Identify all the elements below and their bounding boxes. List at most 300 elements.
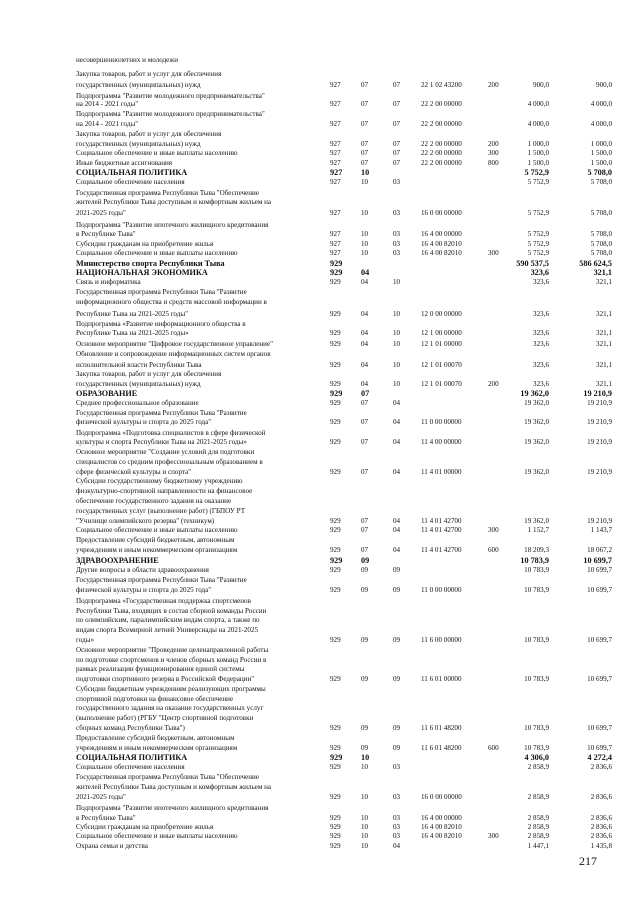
row-name: СОЦИАЛЬНАЯ ПОЛИТИКА	[76, 168, 188, 177]
row-amount-plan: 10 783,9	[524, 724, 549, 732]
row-section-code: 07	[361, 100, 369, 108]
row-name: физкультурно-спортивной направленности на финансовое	[76, 487, 253, 495]
row-grbs-code: 929	[330, 675, 341, 683]
row-amount-plan: 10 783,9	[520, 556, 549, 565]
row-amount-plan: 19 362,0	[524, 399, 549, 407]
row-amount-actual: 1 000,0	[590, 140, 612, 148]
row-amount-plan: 1 000,0	[527, 140, 549, 148]
row-section-code: 07	[361, 438, 369, 446]
row-grbs-code: 929	[330, 556, 343, 565]
row-name: Государственная программа Республики Тыва "Развитие	[76, 409, 247, 417]
row-name: государственных (муниципальных) нужд	[76, 380, 201, 388]
row-amount-actual: 2 836,6	[590, 814, 612, 822]
row-subsection-code: 09	[393, 636, 401, 644]
row-grbs-code: 929	[330, 763, 341, 771]
row-grbs-code: 929	[330, 823, 341, 831]
row-amount-plan: 2 858,9	[527, 832, 549, 840]
row-amount-actual: 19 210,9	[587, 438, 612, 446]
row-name: Социальное обеспечение и иные выплаты населению	[76, 149, 238, 157]
row-expense-type-code: 200	[488, 140, 499, 148]
row-name: ЗДРАВООХРАНЕНИЕ	[76, 556, 159, 565]
table-row	[0, 804, 640, 813]
row-name: Социальное обеспечение и иные выплаты населению	[76, 249, 238, 257]
row-section-code: 10	[361, 814, 369, 822]
row-grbs-code: 929	[330, 438, 341, 446]
row-amount-plan: 323,6	[533, 380, 549, 388]
table-row	[0, 429, 640, 438]
row-amount-actual: 19 210,9	[583, 389, 612, 398]
table-row	[0, 438, 640, 447]
row-name: видам спорта Всемирной летней Универсиады на 2021-2025	[76, 626, 259, 634]
row-name: Охрана семьи и детства	[76, 842, 148, 850]
row-target-article-code: 12 0 00 00000	[421, 310, 462, 318]
row-amount-plan: 19 362,0	[524, 418, 549, 426]
row-amount-actual: 4 272,4	[587, 753, 612, 762]
row-amount-actual: 2 836,6	[590, 763, 612, 771]
table-row	[0, 487, 640, 496]
row-name: физической культуры и спорта до 2025 года"	[76, 418, 212, 426]
row-name: Другие вопросы в области здравоохранения	[76, 566, 209, 574]
row-amount-plan: 323,6	[533, 278, 549, 286]
row-grbs-code: 927	[330, 120, 341, 128]
row-section-code: 07	[361, 81, 369, 89]
row-subsection-code: 09	[393, 744, 401, 752]
row-amount-actual: 321,1	[596, 340, 612, 348]
row-section-code: 07	[361, 120, 369, 128]
row-grbs-code: 927	[330, 178, 341, 186]
row-expense-type-code: 300	[488, 526, 499, 534]
row-name: физической культуры и спорта до 2025 года"	[76, 586, 212, 594]
row-name: Субсидии гражданам на приобретение жилья	[76, 823, 214, 831]
table-row	[0, 616, 640, 625]
table-row	[0, 626, 640, 635]
row-section-code: 10	[361, 168, 370, 177]
row-name: на 2014 - 2021 годы"	[76, 120, 139, 128]
row-amount-actual: 321,1	[596, 310, 612, 318]
table-row	[0, 198, 640, 207]
row-target-article-code: 11 6 01 48200	[421, 724, 462, 732]
table-row	[0, 278, 640, 287]
row-subsection-code: 10	[393, 380, 401, 388]
table-row	[0, 418, 640, 427]
row-name: Подпрограмма "Развитие ипотечного жилищного кредитования	[76, 221, 269, 229]
row-name: Закупка товаров, работ и услуг для обеспечения	[76, 370, 222, 378]
row-subsection-code: 09	[393, 566, 401, 574]
row-grbs-code: 929	[330, 399, 341, 407]
table-row	[0, 100, 640, 109]
row-amount-plan: 18 209,3	[524, 546, 549, 554]
row-amount-actual: 321,1	[596, 361, 612, 369]
row-target-article-code: 12 1 00 00000	[421, 329, 462, 337]
row-name: спортивной подготовки на финансовое обеспечение	[76, 695, 234, 703]
row-amount-actual: 10 699,7	[587, 724, 612, 732]
table-row	[0, 724, 640, 733]
row-name: по подготовке спортсменов и членов сборных команд России в	[76, 656, 267, 664]
row-name: Связь и информатика	[76, 278, 141, 286]
table-row	[0, 783, 640, 792]
row-section-code: 10	[361, 178, 369, 186]
row-grbs-code: 929	[330, 744, 341, 752]
row-amount-plan: 10 783,9	[524, 675, 549, 683]
row-grbs-code: 929	[330, 724, 341, 732]
table-row	[0, 120, 640, 129]
row-subsection-code: 07	[393, 149, 401, 157]
row-grbs-code: 929	[330, 329, 341, 337]
row-target-article-code: 16 4 00 00000	[421, 230, 462, 238]
row-name: специалистов со средним профессиональным образованием в	[76, 458, 263, 466]
table-row	[0, 656, 640, 665]
table-row	[0, 361, 640, 370]
row-amount-actual: 5 708,0	[590, 240, 612, 248]
table-row	[0, 714, 640, 723]
row-amount-plan: 19 362,0	[524, 517, 549, 525]
row-grbs-code: 929	[330, 832, 341, 840]
row-section-code: 07	[361, 526, 369, 534]
row-target-article-code: 11 4 00 00000	[421, 438, 462, 446]
row-amount-actual: 2 836,6	[590, 793, 612, 801]
table-row	[0, 350, 640, 359]
row-name: исполнительной власти Республики Тыва	[76, 361, 202, 369]
row-amount-plan: 4 000,0	[527, 120, 549, 128]
table-row	[0, 298, 640, 307]
row-section-code: 04	[361, 268, 370, 277]
row-grbs-code: 929	[330, 418, 341, 426]
row-target-article-code: 16 4 00 82010	[421, 823, 462, 831]
row-amount-actual: 10 699,7	[587, 675, 612, 683]
row-subsection-code: 04	[393, 468, 401, 476]
table-row	[0, 646, 640, 655]
row-name: сборных команд Республики Тыва")	[76, 724, 185, 732]
row-section-code: 09	[361, 744, 369, 752]
row-section-code: 04	[361, 310, 369, 318]
table-row	[0, 140, 640, 149]
row-name: "Училище олимпийского резерва" (техникум)	[76, 517, 215, 525]
row-target-article-code: 11 4 01 42700	[421, 517, 462, 525]
row-grbs-code: 927	[330, 81, 341, 89]
row-grbs-code: 927	[330, 209, 341, 217]
row-subsection-code: 07	[393, 120, 401, 128]
row-section-code: 04	[361, 380, 369, 388]
table-row	[0, 507, 640, 516]
table-row	[0, 763, 640, 772]
table-row	[0, 340, 640, 349]
row-amount-actual: 5 708,0	[590, 209, 612, 217]
row-name: Субсидии гражданам на приобретение жилья	[76, 240, 214, 248]
row-amount-plan: 5 752,9	[527, 230, 549, 238]
table-row	[0, 409, 640, 418]
row-amount-plan: 323,6	[533, 310, 549, 318]
row-amount-actual: 2 836,6	[590, 832, 612, 840]
table-row	[0, 168, 640, 177]
row-target-article-code: 22 2 00 00000	[421, 100, 462, 108]
row-target-article-code: 22 1 02 43200	[421, 81, 462, 89]
row-section-code: 07	[361, 399, 369, 407]
row-amount-actual: 586 624,5	[579, 259, 612, 268]
row-amount-actual: 10 699,7	[587, 636, 612, 644]
row-name: учреждениям и иным некоммерческим организациям	[76, 546, 238, 554]
row-expense-type-code: 300	[488, 149, 499, 157]
row-section-code: 10	[361, 832, 369, 840]
row-subsection-code: 03	[393, 793, 401, 801]
row-name: Республики Тыва, входящих в состав сборной команды России	[76, 607, 267, 615]
table-row	[0, 310, 640, 319]
row-subsection-code: 03	[393, 823, 401, 831]
row-amount-plan: 10 783,9	[524, 636, 549, 644]
row-section-code: 04	[361, 340, 369, 348]
row-name: несовершеннолетних и молодежи	[76, 56, 179, 64]
table-row	[0, 753, 640, 762]
row-amount-plan: 10 783,9	[524, 566, 549, 574]
row-grbs-code: 927	[330, 230, 341, 238]
row-name: сфере физической культуры и спорта"	[76, 468, 192, 476]
row-name: Республике Тыва на 2021-2025 годы»	[76, 329, 189, 337]
row-amount-plan: 2 858,9	[527, 814, 549, 822]
row-target-article-code: 22 2 00 00000	[421, 149, 462, 157]
row-amount-plan: 323,6	[533, 340, 549, 348]
row-amount-plan: 1 500,0	[527, 149, 549, 157]
row-name: Социальное обеспечение населения	[76, 178, 185, 186]
row-amount-actual: 19 210,9	[587, 418, 612, 426]
row-grbs-code: 927	[330, 168, 343, 177]
row-grbs-code: 929	[330, 517, 341, 525]
row-expense-type-code: 600	[488, 744, 499, 752]
table-row	[0, 380, 640, 389]
row-target-article-code: 22 2 00 00000	[421, 140, 462, 148]
table-row	[0, 149, 640, 158]
row-amount-plan: 10 783,9	[524, 744, 549, 752]
row-grbs-code: 929	[330, 389, 343, 398]
table-row	[0, 586, 640, 595]
row-subsection-code: 03	[393, 763, 401, 771]
table-row	[0, 110, 640, 119]
row-subsection-code: 04	[393, 399, 401, 407]
row-name: Государственная программа Республики Тыва "Обеспечение	[76, 189, 260, 197]
row-amount-plan: 323,6	[533, 361, 549, 369]
table-row	[0, 665, 640, 674]
table-row	[0, 685, 640, 694]
row-target-article-code: 22 2 00 00000	[421, 120, 462, 128]
row-name: Закупка товаров, работ и услуг для обеспечения	[76, 70, 222, 78]
row-name: Государственная программа Республики Тыва "Развитие	[76, 576, 247, 584]
row-section-code: 10	[361, 249, 369, 257]
row-section-code: 09	[361, 636, 369, 644]
row-amount-plan: 2 858,9	[527, 793, 549, 801]
row-subsection-code: 03	[393, 240, 401, 248]
row-amount-actual: 5 708,0	[590, 249, 612, 257]
row-grbs-code: 929	[330, 310, 341, 318]
row-name: Министерство спорта Республики Тыва	[76, 259, 225, 268]
row-name: Государственная программа Республики Тыва "Обеспечение	[76, 773, 260, 781]
row-name: жителей Республики Тыва доступным и комфортным жильем на	[76, 783, 272, 791]
row-amount-plan: 5 752,9	[527, 209, 549, 217]
row-name: Подпрограмма "Развитие молодежного предпринимательства"	[76, 92, 265, 100]
row-amount-actual: 4 000,0	[590, 100, 612, 108]
row-name: Основное мероприятие "Цифровое государственное управление"	[76, 340, 274, 348]
table-row	[0, 70, 640, 79]
row-grbs-code: 929	[330, 278, 341, 286]
row-name: государственных (муниципальных) нужд	[76, 81, 201, 89]
row-subsection-code: 09	[393, 675, 401, 683]
row-name: в Республике Тыва"	[76, 230, 136, 238]
row-name: учреждениям и иным некоммерческим организациям	[76, 744, 238, 752]
row-amount-actual: 19 210,9	[587, 468, 612, 476]
row-grbs-code: 929	[330, 814, 341, 822]
row-expense-type-code: 200	[488, 380, 499, 388]
row-grbs-code: 929	[330, 546, 341, 554]
row-section-code: 07	[361, 159, 369, 167]
row-name: информационного общества и средств массовой информации в	[76, 298, 267, 306]
row-subsection-code: 10	[393, 329, 401, 337]
row-section-code: 10	[361, 209, 369, 217]
table-row	[0, 607, 640, 616]
table-row	[0, 477, 640, 486]
row-subsection-code: 03	[393, 209, 401, 217]
row-name: Закупка товаров, работ и услуг для обеспечения	[76, 130, 222, 138]
row-name: на 2014 - 2021 годы"	[76, 100, 139, 108]
row-grbs-code: 929	[330, 636, 341, 644]
row-name: Иные бюджетные ассигнования	[76, 159, 173, 167]
row-section-code: 07	[361, 418, 369, 426]
row-section-code: 04	[361, 329, 369, 337]
table-row	[0, 399, 640, 408]
row-name: Социальное обеспечение и иные выплаты населению	[76, 832, 238, 840]
row-grbs-code: 929	[330, 526, 341, 534]
row-name: обеспечение государственного задания на оказание	[76, 497, 232, 505]
row-amount-plan: 1 447,1	[527, 842, 549, 850]
row-subsection-code: 03	[393, 230, 401, 238]
row-section-code: 10	[361, 240, 369, 248]
table-row	[0, 566, 640, 575]
row-subsection-code: 04	[393, 526, 401, 534]
row-target-article-code: 16 0 00 00000	[421, 793, 462, 801]
row-name: 2021-2025 годы"	[76, 209, 126, 217]
table-row	[0, 288, 640, 297]
row-name: ОБРАЗОВАНИЕ	[76, 389, 138, 398]
row-section-code: 07	[361, 389, 370, 398]
row-target-article-code: 11 6 00 00000	[421, 636, 462, 644]
table-row	[0, 675, 640, 684]
row-amount-plan: 5 752,9	[527, 249, 549, 257]
row-section-code: 10	[361, 823, 369, 831]
row-subsection-code: 07	[393, 100, 401, 108]
row-grbs-code: 929	[330, 259, 343, 268]
row-name: Социальное обеспечение населения	[76, 763, 185, 771]
row-amount-actual: 10 699,7	[587, 586, 612, 594]
row-amount-actual: 5 708,0	[587, 168, 612, 177]
row-amount-plan: 19 362,0	[524, 468, 549, 476]
table-row	[0, 814, 640, 823]
row-expense-type-code: 300	[488, 249, 499, 257]
row-amount-plan: 5 752,9	[527, 240, 549, 248]
row-amount-plan: 10 783,9	[524, 586, 549, 594]
row-expense-type-code: 200	[488, 81, 499, 89]
row-name: в Республике Тыва"	[76, 814, 136, 822]
row-target-article-code: 12 1 01 00000	[421, 340, 462, 348]
table-row	[0, 209, 640, 218]
row-section-code: 07	[361, 149, 369, 157]
table-row	[0, 56, 640, 65]
table-row	[0, 468, 640, 477]
row-name: СОЦИАЛЬНАЯ ПОЛИТИКА	[76, 753, 188, 762]
row-subsection-code: 10	[393, 278, 401, 286]
row-amount-actual: 18 067,2	[587, 546, 612, 554]
table-row	[0, 389, 640, 398]
row-expense-type-code: 800	[488, 159, 499, 167]
row-name: 2021-2025 годы"	[76, 793, 126, 801]
table-row	[0, 832, 640, 841]
row-target-article-code: 11 4 01 00000	[421, 468, 462, 476]
row-name: Подпрограмма «Развитие информационного общества в	[76, 320, 246, 328]
table-row	[0, 597, 640, 606]
row-amount-plan: 19 362,0	[520, 389, 549, 398]
row-subsection-code: 03	[393, 178, 401, 186]
table-row	[0, 159, 640, 168]
table-row	[0, 329, 640, 338]
table-row	[0, 259, 640, 268]
row-amount-plan: 590 537,5	[516, 259, 549, 268]
row-amount-actual: 19 210,9	[587, 517, 612, 525]
row-section-code: 10	[361, 230, 369, 238]
row-grbs-code: 927	[330, 240, 341, 248]
row-subsection-code: 10	[393, 340, 401, 348]
row-name: рамках реализации функционирования единой системы	[76, 665, 245, 673]
row-name: Подпрограмма «Подготовка специалистов в сфере физической	[76, 429, 266, 437]
row-amount-plan: 5 752,9	[527, 178, 549, 186]
row-subsection-code: 09	[393, 724, 401, 732]
row-expense-type-code: 300	[488, 832, 499, 840]
table-row	[0, 370, 640, 379]
row-target-article-code: 16 4 00 82010	[421, 240, 462, 248]
table-row	[0, 240, 640, 249]
row-name: Государственная программа Республики Тыва "Развитие	[76, 288, 247, 296]
table-row	[0, 793, 640, 802]
row-subsection-code: 07	[393, 159, 401, 167]
row-amount-plan: 19 362,0	[524, 438, 549, 446]
table-row	[0, 448, 640, 457]
row-target-article-code: 12 1 01 00070	[421, 380, 462, 388]
row-grbs-code: 929	[330, 361, 341, 369]
table-row	[0, 536, 640, 545]
row-target-article-code: 11 0 00 00000	[421, 418, 462, 426]
table-row	[0, 734, 640, 743]
row-amount-plan: 1 152,7	[527, 526, 549, 534]
row-section-code: 09	[361, 556, 370, 565]
row-target-article-code: 16 4 00 82010	[421, 249, 462, 257]
row-subsection-code: 07	[393, 81, 401, 89]
row-grbs-code: 927	[330, 249, 341, 257]
row-subsection-code: 04	[393, 842, 401, 850]
row-name: НАЦИОНАЛЬНАЯ ЭКОНОМИКА	[76, 268, 208, 277]
row-grbs-code: 929	[330, 340, 341, 348]
row-section-code: 10	[361, 793, 369, 801]
row-subsection-code: 09	[393, 586, 401, 594]
row-amount-plan: 900,0	[533, 81, 549, 89]
table-row	[0, 320, 640, 329]
row-amount-actual: 10 699,7	[587, 744, 612, 752]
row-name: Предоставление субсидий бюджетным, автономным	[76, 536, 235, 544]
table-row	[0, 823, 640, 832]
row-name: жителей Республики Тыва доступным и комфортным жильем на	[76, 198, 272, 206]
table-row	[0, 576, 640, 585]
table-row	[0, 526, 640, 535]
row-amount-actual: 321,1	[593, 268, 612, 277]
row-amount-actual: 321,1	[596, 278, 612, 286]
row-grbs-code: 929	[330, 468, 341, 476]
table-row	[0, 773, 640, 782]
row-target-article-code: 12 1 01 00070	[421, 361, 462, 369]
row-amount-actual: 19 210,9	[587, 399, 612, 407]
row-grbs-code: 929	[330, 793, 341, 801]
